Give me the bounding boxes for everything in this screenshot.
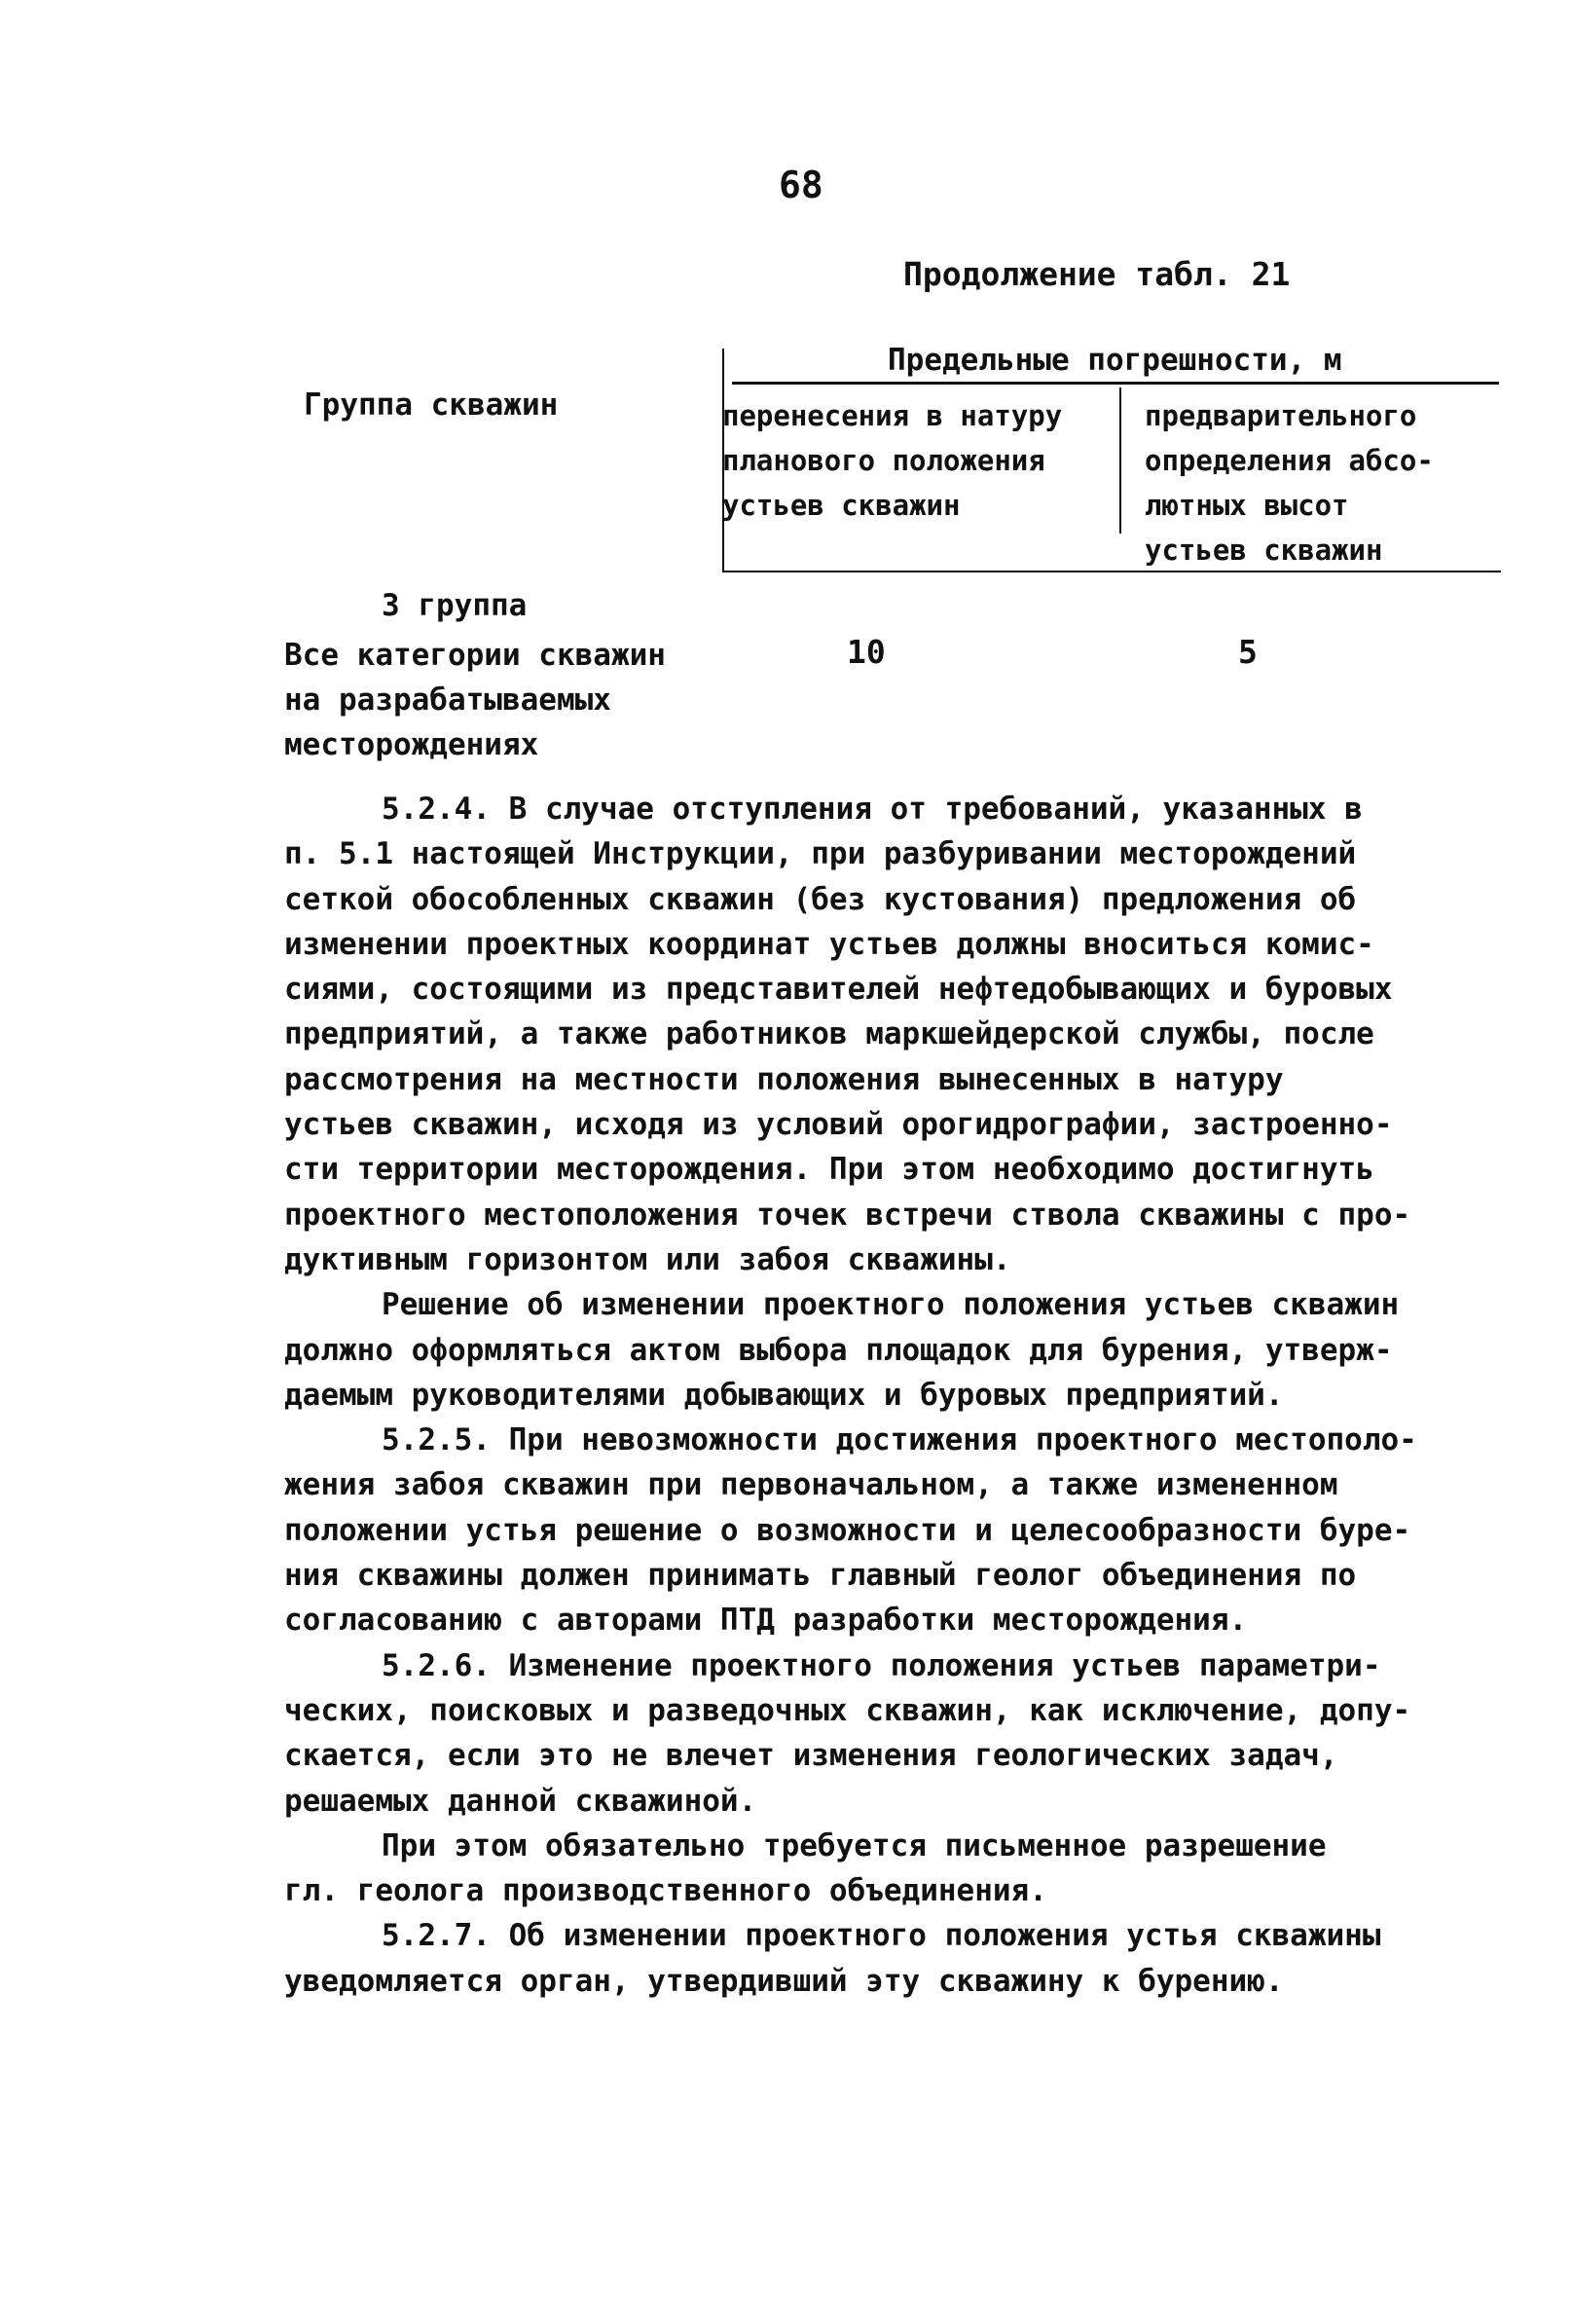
table-errors-header: Предельные погрешности, м xyxy=(888,343,1342,378)
body-text-line: 5.2.4. В случае отступления от требований, указанных в xyxy=(382,792,1363,827)
row-description-line: месторождениях xyxy=(284,727,539,762)
table-row-value-transfer: 10 xyxy=(847,633,886,671)
page-number: 68 xyxy=(779,164,823,206)
body-text-line: ческих, поисковых и разведочных скважин, как исключение, допу- xyxy=(284,1692,1411,1728)
body-text-line: гл. геолога производственного объединения. xyxy=(284,1873,1047,1909)
table-group-header: Группа скважин xyxy=(304,387,559,423)
table-row-value-height: 5 xyxy=(1238,633,1258,671)
body-text-line: рассмотрения на местности положения вынесенных в натуру xyxy=(284,1061,1284,1097)
row-description-line: на разрабатываемых xyxy=(284,682,611,718)
table-column-divider xyxy=(1119,387,1121,534)
body-text-line: Решение об изменении проектного положения устьев скважин xyxy=(382,1287,1400,1323)
col2-header-line: лютных высот xyxy=(1145,489,1349,522)
table-col1-header xyxy=(722,393,1062,528)
col1-header-line: планового положения xyxy=(722,444,1045,477)
body-text-line: 5.2.7. Об изменении проектного положения устья скважины xyxy=(382,1918,1381,1954)
body-text-line: скается, если это не влечет изменения геологических задач, xyxy=(284,1738,1338,1774)
table-continuation-label: Продолжение табл. 21 xyxy=(903,255,1291,293)
body-text-line: положении устья решение о возможности и целесообразности буре- xyxy=(284,1512,1411,1548)
body-text xyxy=(284,787,1462,2004)
body-text-line: дуктивным горизонтом или забоя скважины. xyxy=(284,1241,1011,1277)
body-text-line: предприятий, а также работников маркшейдерской службы, после xyxy=(284,1016,1374,1052)
table-col2-header xyxy=(1145,393,1434,572)
body-text-line: даемым руководителями добывающих и буровых предприятий. xyxy=(284,1377,1284,1413)
body-text-line: При этом обязательно требуется письменное разрешение xyxy=(382,1827,1327,1863)
body-text-line: проектного местоположения точек встречи ствола скважины с про- xyxy=(284,1197,1411,1233)
body-text-line: согласованию с авторами ПТД разработки месторождения. xyxy=(284,1603,1248,1639)
body-text-line: изменении проектных координат устьев должны вноситься комис- xyxy=(284,926,1374,962)
col1-header-line: устьев скважин xyxy=(722,489,961,522)
col2-header-line: предварительного xyxy=(1145,399,1417,432)
body-text-line: уведомляется орган, утвердивший эту скважину к бурению. xyxy=(284,1963,1284,1999)
body-text-line: сти территории месторождения. При этом необходимо достигнуть xyxy=(284,1152,1374,1188)
body-text-line: решаемых данной скважиной. xyxy=(284,1783,757,1819)
body-text-line: 5.2.5. При невозможности достижения проектного местополо- xyxy=(382,1422,1417,1458)
table-errors-underline xyxy=(732,382,1499,385)
table-row-description xyxy=(284,633,666,767)
col2-header-line: устьев скважин xyxy=(1145,534,1383,567)
body-text-line: устьев скважин, исходя из условий орогидрографии, застроенно- xyxy=(284,1107,1393,1143)
table-row-group: 3 группа xyxy=(382,588,528,623)
body-text-line: п. 5.1 настоящей Инструкции, при разбуривании месторождений xyxy=(284,836,1357,872)
body-text-line: жения забоя скважин при первоначальном, а также измененном xyxy=(284,1467,1338,1503)
body-text-line: 5.2.6. Изменение проектного положения устьев параметри- xyxy=(382,1647,1381,1683)
body-text-line: должно оформляться актом выбора площадок для бурения, утверж- xyxy=(284,1332,1393,1368)
col1-header-line: перенесения в натуру xyxy=(722,399,1063,432)
body-text-line: сиями, состоящими из представителей нефтедобывающих и буровых xyxy=(284,972,1393,1008)
body-text-line: сеткой обособленных скважин (без кустования) предложения об xyxy=(284,881,1357,917)
col2-header-line: определения абсо- xyxy=(1145,444,1434,477)
row-description-line: Все категории скважин xyxy=(284,638,666,673)
body-text-line: ния скважины должен принимать главный геолог объединения по xyxy=(284,1558,1357,1594)
